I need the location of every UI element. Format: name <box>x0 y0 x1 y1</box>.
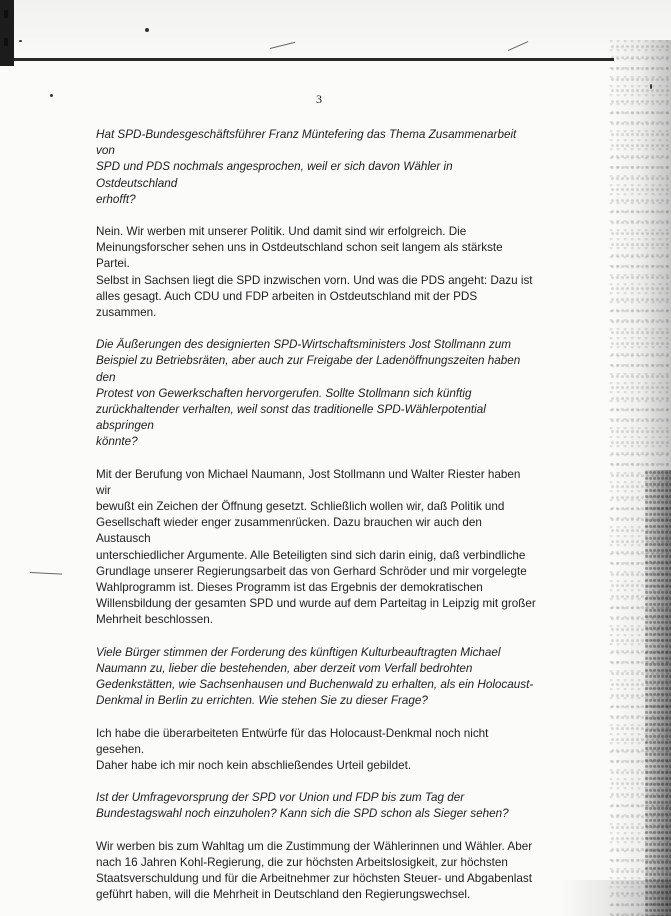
scan-top-band <box>0 0 671 62</box>
interview-answer: Nein. Wir werben mit unserer Politik. Und damit sind wir erfolgreich. Die Meinungsforscher sehen uns in Ostdeutschland schon seit langem als stärkste Partei. Selbst in Sachsen liegt die SPD inzwischen vorn. Und was die PDS angeht: Dazu ist alles gesagt. Auch CDU und FDP arbeiten in Ostdeutschland mit der PDS zusammen. <box>96 225 533 320</box>
scan-punch-mark <box>4 38 8 46</box>
scan-scribble <box>30 572 62 575</box>
scan-right-edge-shadow <box>645 470 671 916</box>
interview-question: Die Äußerungen des designierten SPD-Wirtschaftsministers Jost Stollmann zum Beispiel zu Betriebsräten, aber auch zur Freigabe der Ladenöffnungszeiten haben den Protest von Gewerkschaften hervorgerufen. Sollte Stollmann sich künftig zurückhaltender verhalten, weil sonst das traditionelle SPD-Wählerpotential abspringen könnte? <box>96 338 521 449</box>
scan-speck <box>50 94 53 97</box>
scan-bottom-shadow <box>560 880 671 916</box>
scan-top-edge-line <box>14 58 614 61</box>
scan-speck <box>650 84 652 89</box>
scan-punch-mark <box>4 10 8 18</box>
interview-question: Ist der Umfragevorsprung der SPD vor Union und FDP bis zum Tag der Bundestagswahl noch einzuholen? Kann sich die SPD schon als Sieger sehen? <box>96 791 509 821</box>
interview-answer: Mit der Berufung von Michael Naumann, Jost Stollmann und Walter Riester haben wir bewußt ein Zeichen der Öffnung gesetzt. Schließlich wollen wir, daß Politik und Gesellschaft wieder enger zusammenrücken. Dazu brauchen wir auch den Austausch unterschiedlicher Argumente. Alle Beteiligten sind sich darin einig, daß verbindliche Grundlage unserer Regierungsarbeit das von Gerhard Schröder und mir vorgelegte Wahlprogramm ist. Dieses Programm ist das Ergebnis der demokratischen Willensbildung der gesamten SPD und wurde auf dem Parteitag in Leipzig mit großer Mehrheit beschlossen. <box>96 467 536 627</box>
page-number: 3 <box>316 92 322 106</box>
interview-answer: Wir werben bis zum Wahltag um die Zustimmung der Wählerinnen und Wähler. Aber nach 16 Jahren Kohl-Regierung, die zur höchsten Arbeitslosigkeit, zur höchsten Staatsverschuldung und für die Arbeitnehmer zur höchsten Steuer- und Abgabenlast geführt haben, will die Mehrheit in Deutschland den Regierungswechsel. <box>96 839 533 902</box>
interview-question: Viele Bürger stimmen der Forderung des künftigen Kulturbeauftragten Michael Naumann zu, lieber die bestehenden, aber derzeit vom Verfall bedrohten Gedenkstätten, wie Sachsenhausen und Buchenwald zu erhalten, als ein Holocaust- Denkmal in Berlin zu errichten. Wie stehen Sie zu dieser Frage? <box>96 645 534 708</box>
scan-speck <box>145 28 149 32</box>
scan-speck <box>19 40 22 42</box>
interview-answer: Ich habe die überarbeiteten Entwürfe für das Holocaust-Denkmal noch nicht gesehen. Daher habe ich mir noch kein abschließendes Urteil gebildet. <box>96 726 489 772</box>
interview-text <box>96 127 536 916</box>
interview-question: Hat SPD-Bundesgeschäftsführer Franz Müntefering das Thema Zusammenarbeit von SPD und PDS nochmals angesprochen, weil er sich davon Wähler in Ostdeutschland erhofft? <box>96 128 517 206</box>
